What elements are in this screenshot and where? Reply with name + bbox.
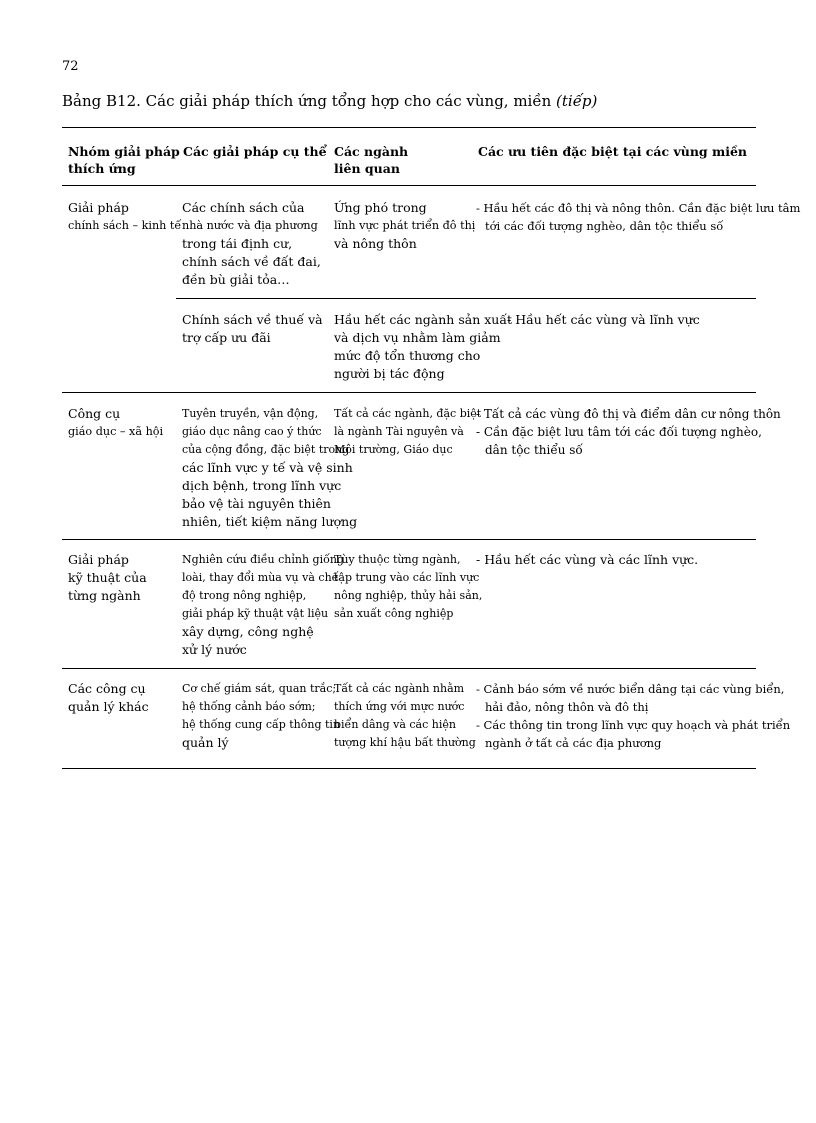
header-bottom-rule (62, 185, 756, 186)
row-4-solution: Cơ chế giám sát, quan trắc; hệ thống cảnh báo sớm; hệ thống cung cấp thông tin quản lý (182, 682, 341, 750)
row-4-sectors: Tất cả các ngành nhằm thích ứng với mực nước biển dâng và các hiện tượng khí hậu bất thường (334, 682, 476, 749)
row-1-group: Giải pháp chính sách – kinh tế (68, 200, 182, 232)
header-sectors: Các ngành liên quan (334, 144, 409, 176)
table-title (62, 92, 597, 110)
row-3-group: Giải pháp kỹ thuật của từng ngành (68, 552, 147, 603)
row-3-bottom-rule (62, 668, 756, 669)
row-3-sectors: Tùy thuộc từng ngành, tập trung vào các lĩnh vực nông nghiệp, thủy hải sản, sản xuất công nghiệp (334, 553, 483, 620)
list-item: - Cần đặc biệt lưu tâm tới các đối tượng nghèo, dân tộc thiểu số (476, 425, 762, 457)
list-item: - Hầu hết các vùng và lĩnh vực (507, 312, 700, 327)
table-title-text: Bảng B12. Các giải pháp thích ứng tổng hợp cho các vùng, miền (62, 92, 552, 110)
row-3-solution: Nghiên cứu điều chỉnh giống loài, thay đổi mùa vụ và chế độ trong nông nghiệp, giải pháp kỹ thuật vật liệu xây dựng, công nghệ xử lý nước (182, 553, 344, 657)
row-1b-sectors: Hầu hết các ngành sản xuất và dịch vụ nhằm làm giảm mức độ tổn thương cho người bị tác động (334, 312, 513, 381)
list-item: - Cảnh báo sớm về nước biển dâng tại các vùng biển, hải đảo, nông thôn và đô thị (476, 682, 785, 714)
table-bottom-rule (62, 768, 756, 769)
row-1b-priorities (507, 311, 700, 329)
row-3-priorities (476, 551, 698, 569)
row-4-priorities (476, 680, 790, 752)
table-top-rule (62, 127, 756, 128)
row-2-priorities (476, 405, 781, 459)
row-2-solution: Tuyên truyền, vận động, giáo dục nâng cao ý thức của cộng đồng, đặc biệt trong các lĩnh vực y tế và vệ sinh dịch bệnh, trong lĩnh vực bảo vệ tài nguyên thiên nhiên, tiết kiệm năng lượng (182, 407, 358, 529)
list-item: - Hầu hết các vùng và các lĩnh vực. (476, 552, 699, 567)
row-2-sectors: Tất cả các ngành, đặc biệt là ngành Tài nguyên và Môi trường, Giáo dục (334, 407, 482, 456)
header-group: Nhóm giải pháp thích ứng (68, 144, 180, 176)
row-1-inner-rule (176, 298, 756, 299)
row-1b-solution: Chính sách về thuế và trợ cấp ưu đãi (182, 312, 323, 345)
list-item: - Tất cả các vùng đô thị và điểm dân cư nông thôn (476, 407, 781, 421)
row-1-bottom-rule (62, 392, 756, 393)
row-2-group: Công cụ giáo dục – xã hội (68, 406, 164, 438)
list-item: - Các thông tin trong lĩnh vực quy hoạch và phát triển ngành ở tất cả các địa phương (476, 718, 791, 750)
table-title-continued: (tiếp) (556, 92, 598, 110)
header-solutions: Các giải pháp cụ thể (183, 144, 327, 159)
row-1-sectors: Ứng phó trong lĩnh vực phát triển đô thị và nông thôn (334, 200, 476, 251)
header-priorities: Các ưu tiên đặc biệt tại các vùng miền (478, 144, 748, 159)
row-4-group: Các công cụ quản lý khác (68, 681, 149, 714)
row-1-priorities (476, 199, 800, 235)
page-number: 72 (62, 59, 79, 74)
row-2-bottom-rule (62, 539, 756, 540)
list-item: - Hầu hết các đô thị và nông thôn. Cần đặc biệt lưu tâm tới các đối tượng nghèo, dân tộc thiểu số (476, 201, 801, 233)
row-1-solution: Các chính sách của nhà nước và địa phương trong tái định cư, chính sách về đất đai, đền bù giải tỏa… (182, 200, 321, 287)
